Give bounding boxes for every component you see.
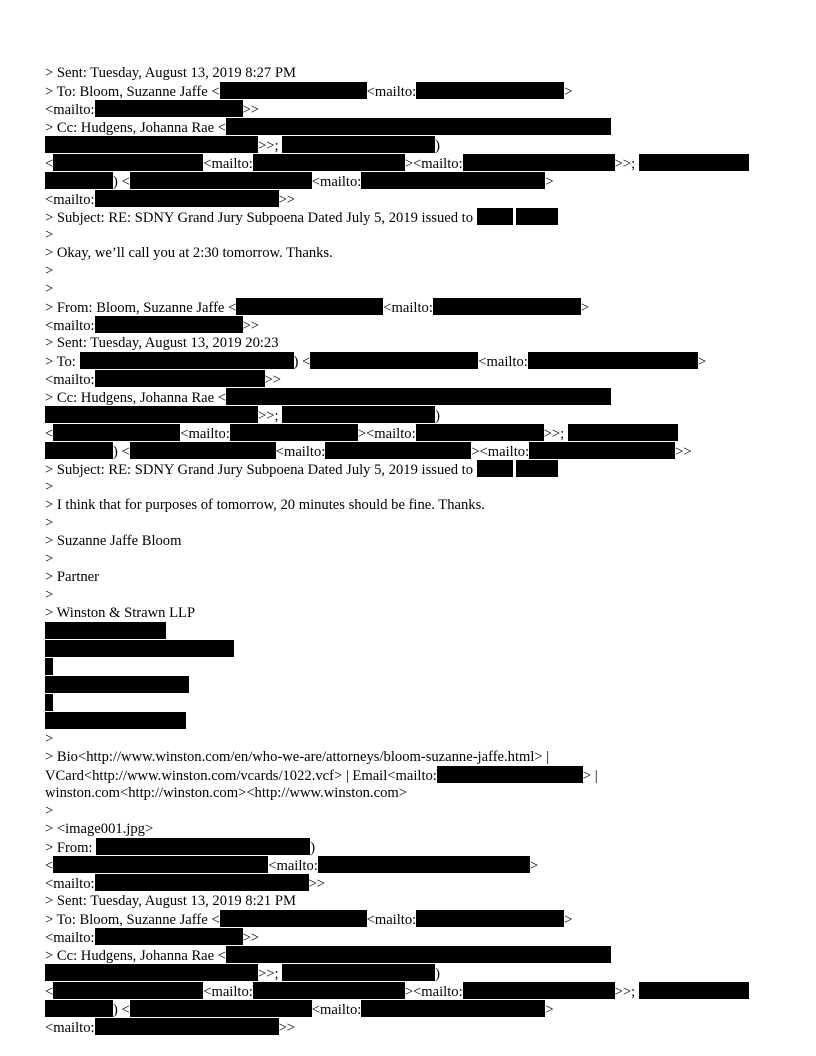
signature-firm: > Winston & Strawn LLP bbox=[45, 605, 196, 621]
separator-text: ><mailto: bbox=[404, 156, 463, 172]
to-line bbox=[45, 352, 785, 370]
sent-line bbox=[45, 334, 785, 352]
mailto-line bbox=[45, 316, 785, 334]
redaction-box bbox=[80, 352, 294, 369]
sent-text: > Sent: Tuesday, August 13, 2019 20:23 bbox=[45, 335, 279, 351]
mailto-text: <mailto: bbox=[311, 174, 362, 190]
quote-marker: > bbox=[45, 515, 54, 531]
redaction-box bbox=[226, 388, 611, 405]
blank-quote-line bbox=[45, 262, 785, 280]
redaction-box bbox=[45, 442, 113, 459]
mailto-line bbox=[45, 190, 785, 208]
from-line bbox=[45, 838, 785, 856]
blank-quote-line bbox=[45, 226, 785, 244]
bracket-text: > bbox=[697, 354, 707, 370]
bracket-text: >> bbox=[242, 318, 260, 334]
mailto-line bbox=[45, 874, 785, 892]
cc-label: > Cc: Hudgens, Johanna Rae < bbox=[45, 390, 227, 406]
cc-label: > Cc: Hudgens, Johanna Rae < bbox=[45, 948, 227, 964]
redacted-signature-line bbox=[45, 658, 785, 676]
separator-text: >>; bbox=[614, 984, 639, 1000]
redaction-box bbox=[463, 982, 615, 999]
body-line bbox=[45, 244, 785, 262]
subject-text: > Subject: RE: SDNY Grand Jury Subpoena Dated July 5, 2019 issued to bbox=[45, 462, 477, 478]
redacted-signature-line bbox=[45, 694, 785, 712]
mailto-text: <mailto: bbox=[383, 300, 433, 316]
body-line bbox=[45, 496, 785, 514]
subject-line bbox=[45, 460, 785, 478]
bracket-text: > bbox=[545, 174, 554, 190]
redaction-box bbox=[45, 406, 258, 423]
mailto-text: <mailto: bbox=[203, 156, 253, 172]
mailto-text: <mailto: bbox=[45, 192, 95, 208]
bracket-text: >> bbox=[264, 372, 282, 388]
mailto-text: <mailto: bbox=[311, 1002, 362, 1018]
cc-continuation-line bbox=[45, 172, 785, 190]
sent-line bbox=[45, 64, 785, 82]
redaction-box bbox=[318, 856, 530, 873]
redaction-box bbox=[516, 460, 558, 477]
mailto-line bbox=[45, 100, 785, 118]
blank-quote-line bbox=[45, 280, 785, 298]
bracket-text: >> bbox=[675, 444, 692, 460]
separator-text: > | bbox=[582, 768, 598, 784]
redaction-box bbox=[53, 982, 203, 999]
redaction-box bbox=[45, 172, 113, 189]
signature-name-line bbox=[45, 532, 785, 550]
redaction-box bbox=[361, 1000, 545, 1017]
mailto-line bbox=[45, 928, 785, 946]
separator-text: ) < bbox=[113, 444, 130, 460]
redaction-box bbox=[416, 82, 564, 99]
sent-text: > Sent: Tuesday, August 13, 2019 8:21 PM bbox=[45, 893, 296, 909]
vcard-email-text: VCard<http://www.winston.com/vcards/1022.vcf> | Email<mailto: bbox=[45, 768, 437, 784]
redaction-box bbox=[433, 298, 581, 315]
separator-text: ) < bbox=[113, 174, 130, 190]
mailto-line bbox=[45, 1018, 785, 1036]
quote-marker: > bbox=[45, 731, 54, 747]
mailto-text: <mailto: bbox=[180, 426, 230, 442]
redaction-box bbox=[477, 460, 513, 477]
redaction-box bbox=[130, 172, 312, 189]
redaction-box bbox=[416, 424, 544, 441]
quote-marker: > bbox=[45, 227, 54, 243]
blank-quote-line bbox=[45, 478, 785, 496]
bracket-text: < bbox=[45, 858, 54, 874]
redaction-box bbox=[463, 154, 615, 171]
cc-label: > Cc: Hudgens, Johanna Rae < bbox=[45, 120, 227, 136]
redaction-box bbox=[253, 154, 405, 171]
redacted-signature-line bbox=[45, 640, 785, 658]
separator-text: >>; bbox=[543, 426, 568, 442]
links-line bbox=[45, 784, 785, 802]
blank-quote-line bbox=[45, 730, 785, 748]
redaction-box bbox=[95, 370, 265, 387]
redaction-box bbox=[310, 352, 478, 369]
redaction-box bbox=[45, 712, 186, 729]
cc-continuation-line bbox=[45, 136, 785, 154]
image-attachment-line bbox=[45, 820, 785, 838]
redaction-box bbox=[226, 118, 611, 135]
signature-title-line bbox=[45, 568, 785, 586]
redaction-box bbox=[220, 82, 367, 99]
website-link-text: winston.com<http://winston.com><http://www.winston.com> bbox=[45, 785, 407, 801]
redaction-box bbox=[516, 208, 558, 225]
bracket-text: > bbox=[529, 858, 539, 874]
subject-line bbox=[45, 208, 785, 226]
mailto-text: <mailto: bbox=[366, 912, 417, 928]
redaction-box bbox=[95, 874, 309, 891]
redaction-box bbox=[226, 946, 611, 963]
cc-line bbox=[45, 118, 785, 136]
blank-quote-line bbox=[45, 586, 785, 604]
separator-text: >>; bbox=[614, 156, 639, 172]
bracket-text: >> bbox=[242, 102, 260, 118]
mailto-text: <mailto: bbox=[45, 318, 95, 334]
cc-continuation-line bbox=[45, 406, 785, 424]
quote-marker: > bbox=[45, 803, 54, 819]
bracket-text: < bbox=[45, 984, 54, 1000]
bracket-text: >> bbox=[308, 876, 326, 892]
bracket-text: < bbox=[45, 156, 54, 172]
redaction-box bbox=[236, 298, 383, 315]
quote-marker: > bbox=[45, 479, 54, 495]
bracket-text: > bbox=[580, 300, 590, 316]
cc-continuation-line bbox=[45, 982, 785, 1000]
cc-continuation-line bbox=[45, 154, 785, 172]
redaction-box bbox=[95, 316, 243, 333]
links-line bbox=[45, 766, 785, 784]
bracket-text: >> bbox=[242, 930, 260, 946]
signature-title: > Partner bbox=[45, 569, 100, 585]
redaction-box bbox=[130, 442, 276, 459]
redaction-box bbox=[45, 694, 53, 711]
sent-line bbox=[45, 892, 785, 910]
redaction-box bbox=[282, 136, 435, 153]
mailto-text: <mailto: bbox=[478, 354, 528, 370]
from-continuation-line bbox=[45, 856, 785, 874]
mailto-text: <mailto: bbox=[268, 858, 318, 874]
bracket-text: >> bbox=[278, 1020, 296, 1036]
redaction-box bbox=[45, 136, 258, 153]
redaction-box bbox=[529, 442, 675, 459]
paren-text: ) bbox=[435, 138, 441, 154]
mailto-text: <mailto: bbox=[45, 372, 95, 388]
redaction-box bbox=[130, 1000, 312, 1017]
redaction-box bbox=[95, 1018, 279, 1035]
to-label: > To: Bloom, Suzanne Jaffe < bbox=[45, 84, 220, 100]
redaction-box bbox=[45, 658, 53, 675]
to-label: > To: Bloom, Suzanne Jaffe < bbox=[45, 912, 220, 928]
blank-quote-line bbox=[45, 514, 785, 532]
redaction-box bbox=[45, 622, 166, 639]
cc-line bbox=[45, 388, 785, 406]
cc-continuation-line bbox=[45, 424, 785, 442]
cc-line bbox=[45, 946, 785, 964]
redaction-box bbox=[639, 982, 749, 999]
blank-quote-line bbox=[45, 802, 785, 820]
redaction-box bbox=[53, 856, 268, 873]
separator-text: >>; bbox=[258, 408, 283, 424]
redaction-box bbox=[361, 172, 545, 189]
message-body: > Okay, we’ll call you at 2:30 tomorrow. Thanks. bbox=[45, 245, 333, 261]
signature-firm-line bbox=[45, 604, 785, 622]
separator-text: ><mailto: bbox=[404, 984, 463, 1000]
redaction-box bbox=[45, 640, 234, 657]
to-label: > To: bbox=[45, 354, 80, 370]
from-label: > From: Bloom, Suzanne Jaffe < bbox=[45, 300, 237, 316]
redaction-box bbox=[639, 154, 749, 171]
redaction-box bbox=[253, 982, 405, 999]
bracket-text: < bbox=[45, 426, 54, 442]
mailto-text: <mailto: bbox=[45, 102, 95, 118]
redaction-box bbox=[416, 910, 564, 927]
bracket-text: > bbox=[564, 912, 573, 928]
redaction-box bbox=[568, 424, 678, 441]
paren-text: ) bbox=[310, 840, 316, 856]
separator-text: >>; bbox=[258, 966, 283, 982]
bracket-text: > bbox=[545, 1002, 554, 1018]
mailto-line bbox=[45, 370, 785, 388]
paren-text: ) bbox=[435, 408, 441, 424]
redaction-box bbox=[53, 424, 180, 441]
redaction-box bbox=[220, 910, 367, 927]
email-thread-page bbox=[45, 64, 785, 1036]
redaction-box bbox=[528, 352, 698, 369]
cc-continuation-line bbox=[45, 442, 785, 460]
redaction-box bbox=[45, 676, 189, 693]
subject-text: > Subject: RE: SDNY Grand Jury Subpoena Dated July 5, 2019 issued to bbox=[45, 210, 477, 226]
paren-text: ) bbox=[435, 966, 441, 982]
redaction-box bbox=[96, 838, 310, 855]
redaction-box bbox=[282, 406, 435, 423]
redaction-box bbox=[230, 424, 358, 441]
cc-continuation-line bbox=[45, 964, 785, 982]
redaction-box bbox=[95, 190, 279, 207]
separator-text: ) < bbox=[113, 1002, 130, 1018]
quote-marker: > bbox=[45, 587, 54, 603]
from-label: > From: bbox=[45, 840, 97, 856]
mailto-text: <mailto: bbox=[45, 930, 95, 946]
separator-text: ) < bbox=[293, 354, 311, 370]
sent-text: > Sent: Tuesday, August 13, 2019 8:27 PM bbox=[45, 65, 296, 81]
signature-name: > Suzanne Jaffe Bloom bbox=[45, 533, 182, 549]
separator-text: ><mailto: bbox=[471, 444, 530, 460]
links-line bbox=[45, 748, 785, 766]
cc-continuation-line bbox=[45, 1000, 785, 1018]
blank-quote-line bbox=[45, 550, 785, 568]
quote-marker: > bbox=[45, 263, 54, 279]
redaction-box bbox=[95, 928, 243, 945]
mailto-text: <mailto: bbox=[203, 984, 253, 1000]
quote-marker: > bbox=[45, 551, 54, 567]
from-line bbox=[45, 298, 785, 316]
bio-link-text: > Bio<http://www.winston.com/en/who-we-are/attorneys/bloom-suzanne-jaffe.html> | bbox=[45, 749, 550, 765]
mailto-text: <mailto: bbox=[275, 444, 326, 460]
redacted-signature-line bbox=[45, 622, 785, 640]
mailto-text: <mailto: bbox=[45, 1020, 95, 1036]
bracket-text: > bbox=[564, 84, 573, 100]
redaction-box bbox=[45, 1000, 113, 1017]
redaction-box bbox=[45, 964, 258, 981]
separator-text: >>; bbox=[258, 138, 283, 154]
to-line bbox=[45, 910, 785, 928]
image-attachment-text: > <image001.jpg> bbox=[45, 821, 154, 837]
redaction-box bbox=[325, 442, 471, 459]
redaction-box bbox=[53, 154, 203, 171]
redacted-signature-line bbox=[45, 676, 785, 694]
mailto-text: <mailto: bbox=[366, 84, 417, 100]
mailto-text: <mailto: bbox=[45, 876, 95, 892]
bracket-text: >> bbox=[278, 192, 296, 208]
redaction-box bbox=[437, 766, 583, 783]
separator-text: ><mailto: bbox=[357, 426, 416, 442]
quote-marker: > bbox=[45, 281, 54, 297]
redaction-box bbox=[95, 100, 243, 117]
message-body: > I think that for purposes of tomorrow, 20 minutes should be fine. Thanks. bbox=[45, 497, 485, 513]
redacted-signature-line bbox=[45, 712, 785, 730]
to-line bbox=[45, 82, 785, 100]
redaction-box bbox=[477, 208, 513, 225]
redaction-box bbox=[282, 964, 435, 981]
